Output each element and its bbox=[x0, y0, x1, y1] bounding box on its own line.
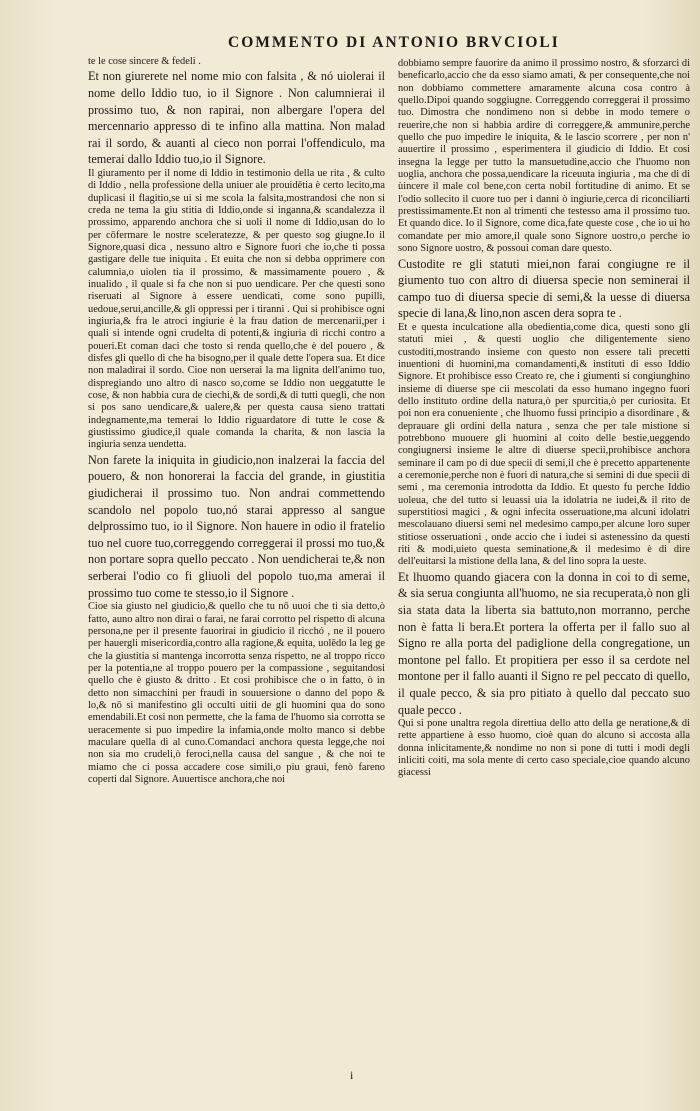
commentary-paragraph: dobbiamo sempre fauorire da animo il prossimo nostro, & sforzarci di beneficarlo,accio che da esso siamo amati, & per consequente,che noi non dobbiamo commettere amaramente alcuna cosa contro à quello.Dipoi quando soggiugne. Correggendo correggerai il prossimo tuo. Dimostra che nondimeno non si debbe in modo temere o reuerire,che non si habbia ardire di correggere,& ammunire,perche quello che puo impedire le iniquita, & le lascio scorrere , per non n' auuertire il prossimo , esperimentera il giudicio di Iddio. Et cosi insegna la legge per tutto la mansuetudine,accio che l'huomo non uoglia, anchora che possa,uendicare la riceuuta ingiuria , ma che di di ùincere il male col bene,con certa nobil fortitudine di animo. Et se l'odio sollecito il cuore tuo per i danni ò ingiurie,cerca di riconciliarti prestissimamente.Et non al trimenti che testesso ama il prossimo tuo. Et quando dice. Io il Signore, come dica,fate queste cose , che io ui ho comandate per mio amore,il quale sono Signore uostro,o perche io sono Signore uostro, & possoui coman dare questo. bbox=[398, 58, 690, 255]
folio-mark: i bbox=[350, 1068, 354, 1082]
scripture-verse: Et non giurerete nel nome mio con falsita , & nó uiolerai il nome dello Iddio tuo, io il Signore . Non calumnierai il prossimo tuo, & non rapirai, non albergare l'opera del mercennario appresso di te infino alla mattina. Non malad rai il sordo, & auanti al cieco non porrai l'offendiculo, ma temerai dallo Iddio tuo,io il Signore. bbox=[88, 69, 385, 167]
commentary-paragraph: Cioe sia giusto nel giudicio,& quello che tu nō uuoi che ti sia detto,ò fatto, auno altro non dirai o farai, ne farai corrotto pel rispetto di alcuna persona,ne per il presente fauorirai in giudicio il ricchó , ne il pouero per hauergli misericordia,contro alla ragione,& equita, uolēdo la leg ge che la giustitia si mantenga incorrotta senza rispetto, ne al troppo ricco per la potentia,ne al troppo pouero per la compassione , seguitandosi quello che è giusto & dritto . Et cosi prohibisce che o in fatto, ò in detto non simacchini per fraudi in souuersione o danno del popo & lo,& nō si manifestino gli occulti uitii de gli huomini qua do sono emendabili.Et cosi non permette, che la fama de l'huomo sia corrotta se ueracemente si puo impedire la infamia,onde molto manco si debbe maculare quella di al cuno.Comandaci anchora questa legge,che noi non sia mo crudeli,ò feroci,nella causa del sangue , & che noi te miamo che ci possa accadere cose simili,o piu graui, fenò fareno coperti dal Signore. Auuertisce anchora,che noi bbox=[88, 601, 385, 785]
commentary-paragraph: te le cose sincere & fedeli . bbox=[88, 56, 201, 67]
left-column bbox=[88, 56, 385, 1061]
scripture-verse: Et lhuomo quando giacera con la donna in coi to di seme, & sia serua congiunta all'huomo, ne sia recuperata,ò non gli sia stata data la liberta sia battuto,non morranno, perche non è fatta li bera.Et portera la offerta per il fallo suo al Signo re alla porta del padiglione della congregatione, un montone pel fallo. Et propitiera per esso il sa cerdote nel montone per il fallo auanti il Signo re pel peccato di quello, il quale pecco, & sia pro pitiato à quello dal peccato suo quale pecco . bbox=[398, 569, 690, 717]
right-column bbox=[398, 58, 690, 1063]
commentary-paragraph: Et e questa inculcatione alla obedientia,come dica, questi sono gli statuti miei , & questi uoglio che diligentemente sieno custoditi,mostrando insieme con questo non essere tali precetti inuentioni di huomini,ma comandamenti,& instituti di esso Iddio Signore. Et prohibisce esso Creato re, che i giumenti si congiunghino insieme di diuerse spe cii mescolati da esso humano ingegno fuori dello instituto ordine della natura,ò per spurcitia,ò per curiosita. Et poi non era conueniente , che lhuomo fussi principio a disordinare , & deprauare gli ordini della natura , senza che per tale mistione si potrebbono muouere gli huomini al coito delle bestie,ueggendo congiugnersi insieme le altre di diuerse specii,prohibisce anchora seminare il cam po di due specii di semi,il che è precetto appartenente a ceremonie,perche non è fuori di natura,che si semini di due specii di semi , ma ceremonia introdotta da Iddio. Et questo fu perche Iddio uoleua, che del tutto si leuassi uia la idolatria ne iudei,& il rito de superstitiosi magici , & ogni infecita osseruatione,ma alcuni idolatri mescolauano diuersi semi nel medesimo campo,per alcune loro super stitiose osseruationi , onde accio che i iudei si astenessino da questi riti & modi,uieto questa seminatione,& il medesimo è di dire dell'euitarsi la mistione della lana, & del lino sopra la ueste. bbox=[398, 321, 690, 568]
commentary-paragraph: Qui si pone unaltra regola direttiua dello atto della ge neratione,& di rette appartiene à esso huomo, cioè quan do alcuno si accosta alla donna inlicitamente,& nondime no non si pone di tutti i modi degli inliciti coiti, ma sola mente di certo caso speciale,cioe quando alcuno giacessi bbox=[398, 718, 690, 779]
scripture-verse: Custodite re gli statuti miei,non farai congiugne re il giumento tuo con altro di diuersa specie non seminerai il campo tuo di diuersa specie di semi,& la uesse di diuersa specie di lana,& lino,non ascen dera sopra te . bbox=[398, 256, 690, 321]
commentary-paragraph: Il giuramento per il nome di Iddio in testimonio della ue rita , & culto di Iddio , nella professione della uniuer ale prouidētia è certo lecito,ma duplicasi il flagitio,se ui si me scola la falsita,mostrandosi che non si creda ne tema la giu stitia di Iddio,onde si inganna,& scandalezza il prossimo, apparendo anchora che si uoli il nome di Iddio,usan do lo per cōfermare le nostre sceleratezze, & per questo sog giugne.Io il Signore,quasi dica , nessuno altro e Signore fuori che io,che ti possa gastigare delle tue iniquita . Et euita che non si debba opprimere con calumnia,o uiolen tia il prossimo, & massimamente pouero , & inualido , il quale si fa che non si puo uendicare. Per che questi sono riseruati al Signore à essere uendicati, come sono pupilli, uedoue,serui,ancille,& gli oppressi per i tiranni . Qui si prohibisce ogni ingiuria,& fra le atroci ingiurie è la frau dation de mercenarii,per i quali si intende ogni crudelta di potenti,& ingiuria di ricchi contro a poueri.Et coman daci che tosto si renda quello,che è del pouero , & disfes gli quello di che ha bisogno,per il quale dette l'opera sua. Et dice non maladirai il sordo. Cioe non uerserai la ma lignita dell'animo tuo, dispregiando uno altro di nasco so,come se Iddio non ueggatutte le cose, & non habbia cura de ciechi,& de sordi,& di tutti queglì, che non si pos sano uendicare,& ualere,& per questa causa sieno trattati indegnamente,ma temerai lo Iddio riguardatore di tutte le cose & giustissimo giudice,il quale comanda la charita, & non lascia la ingiuria senza uendetta. bbox=[88, 167, 385, 451]
scripture-verse: Non farete la iniquita in giudicio,non inalzerai la faccia del pouero, & non honorerai la faccia del grande, in giustitia giudicherai il prossimo tuo. Non andrai commettendo scandolo nel popolo tuo,nó starai appresso al sangue delprossimo tuo, io il Signore. Non hauere in odio il fratelio tuo nel cuore tuo,correggendo correggerai il prossi mo tuo,& non portare sopra quello peccato . Non uendicherai te,& non serberai l'odio co fi gliuoli del popolo tuo,ma amerai il prossimo tuo come te stesso,io il Signore . bbox=[88, 452, 385, 600]
running-title: COMMENTO DI ANTONIO BRVCIOLI bbox=[228, 34, 560, 51]
